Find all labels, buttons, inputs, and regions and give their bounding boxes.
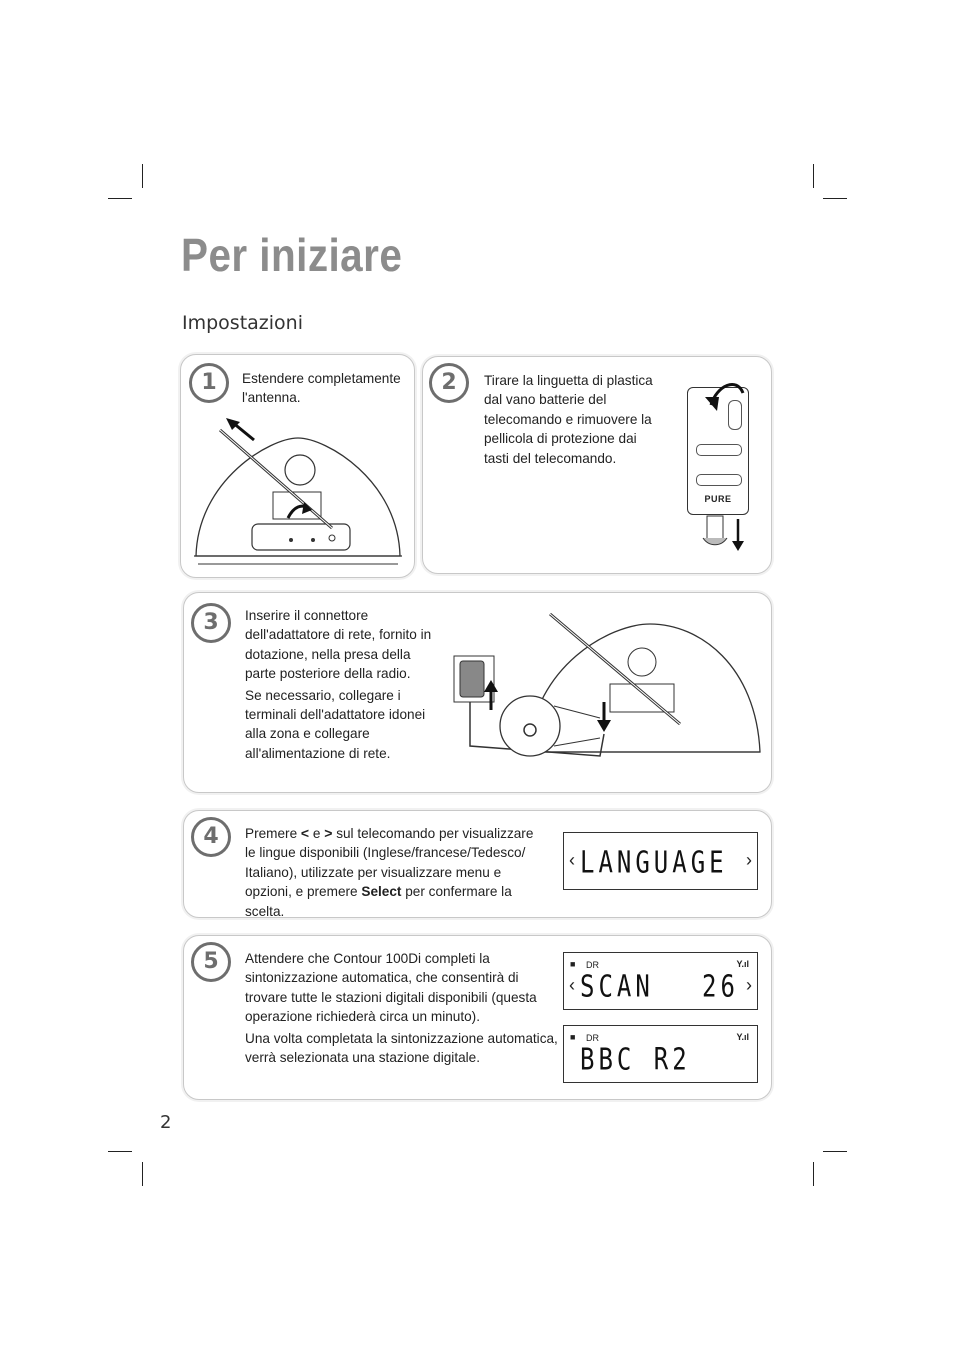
crop-mark [142, 164, 143, 188]
step-2-text [484, 371, 656, 468]
lcd-language-text: LANGUAGE [580, 845, 728, 880]
lcd-dr-indicator: DR [586, 960, 599, 970]
step-4-text-before: Premere [245, 826, 298, 841]
chevron-right-icon: > [324, 825, 333, 841]
step-1-number: 1 [189, 363, 229, 403]
signal-strength-icon: Y.ıl [736, 959, 749, 969]
lcd-dr-indicator: DR [586, 1033, 599, 1043]
page-title: Per iniziare [181, 229, 403, 281]
step-2-number: 2 [429, 363, 469, 403]
step-4-text [245, 824, 545, 921]
step-1-paragraph: Estendere completamente l'antenna. [242, 371, 401, 406]
battery-tab-illustration [687, 375, 757, 555]
step-3-number: 3 [191, 603, 231, 643]
crop-mark [813, 164, 814, 188]
radio-antenna-illustration [180, 420, 413, 580]
lcd-station-display [563, 1025, 758, 1083]
step-4-text-end: per confermare la scelta. [245, 884, 512, 919]
power-adapter-illustration [450, 606, 765, 776]
lcd-language-display [563, 832, 758, 890]
remote-brand: PURE [704, 494, 732, 504]
crop-mark [108, 1151, 132, 1152]
crop-mark [142, 1162, 143, 1186]
lcd-station-text: BBC R2 [580, 1042, 691, 1077]
chevron-left-icon: < [300, 825, 310, 841]
lcd-right-arrow: › [746, 975, 752, 995]
speaker-icon: ■ [570, 959, 576, 969]
step-3-paragraph-2: Se necessario, collegare i terminali dell'adattatore idonei alla zona e collegare all'alimentazione di rete. [245, 687, 426, 761]
lcd-scan-text: SCAN [580, 969, 654, 1004]
crop-mark [823, 1151, 847, 1152]
lcd-scan-count: 26 [702, 969, 739, 1004]
lcd-scan-display [563, 952, 758, 1010]
step-1-text [242, 369, 407, 408]
step-4-text-mid: e [312, 826, 321, 841]
crop-mark [823, 198, 847, 199]
page-number: 2 [160, 1112, 172, 1133]
lcd-left-arrow: ‹ [569, 850, 575, 870]
step-5-paragraph-2: Una volta completata la sintonizzazione automatica, verrà selezionata una stazione digitale. [245, 1030, 558, 1066]
crop-mark [813, 1162, 814, 1186]
speaker-icon: ■ [570, 1032, 576, 1042]
step-2-paragraph: Tirare la linguetta di plastica dal vano batterie del telecomando e rimuovere la pellicola di protezione dai tasti del telecomando. [484, 373, 653, 466]
step-4-paragraph [245, 824, 545, 921]
lcd-left-arrow: ‹ [569, 975, 575, 995]
step-3-text [245, 606, 445, 763]
crop-mark [108, 198, 132, 199]
select-keyword: Select [361, 884, 402, 900]
signal-strength-icon: Y.ıl [736, 1032, 749, 1042]
step-4-number: 4 [191, 817, 231, 857]
step-5-text [245, 949, 560, 1067]
step-5-paragraph-1: Attendere che Contour 100Di completi la sintonizzazione automatica, che consentirà di trovare tutte le stazioni digitali disponibili (questa operazione richiederà circa un minuto). [245, 951, 537, 1025]
lcd-right-arrow: › [746, 850, 752, 870]
step-4-text-after: sul telecomando per visualizzare le lingue disponibili (Inglese/francese/Tedesco/ Italiano), utilizzate per visualizzare menu e opzioni, e premere [245, 826, 534, 900]
step-5-number: 5 [191, 942, 231, 982]
section-title: Impostazioni [182, 312, 303, 334]
step-3-paragraph-1: Inserire il connettore dell'adattatore di rete, fornito in dotazione, nella presa della parte posteriore della radio. [245, 608, 432, 682]
